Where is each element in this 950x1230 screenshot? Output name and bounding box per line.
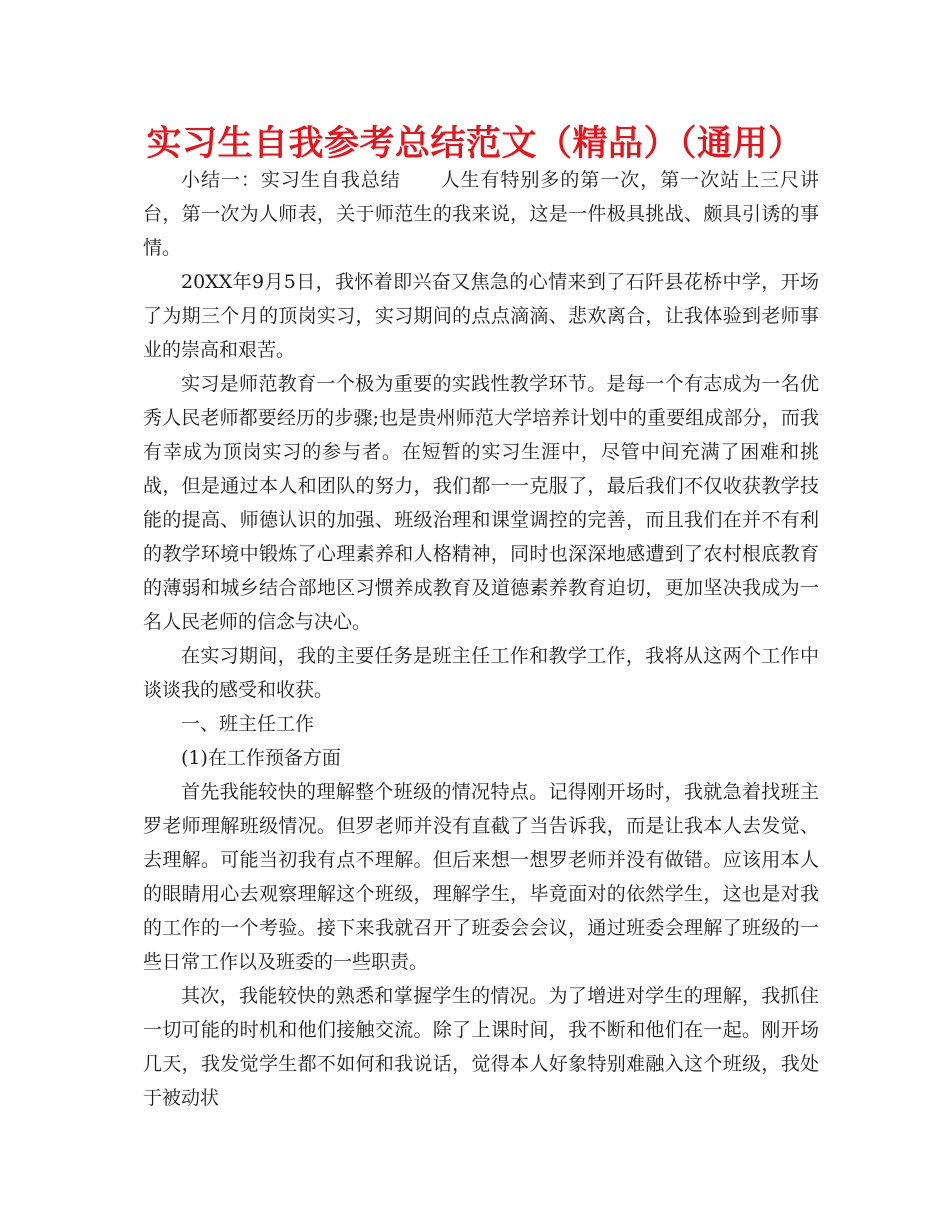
paragraph-1: 小结一：实习生自我总结 人生有特别多的第一次，第一次站上三尺讲台，第一次为人师表，关于师范生的我来说，这是一件极具挑战、颇具引诱的事情。 xyxy=(143,169,819,259)
paragraph-4: 在实习期间，我的主要任务是班主任工作和教学工作，我将从这两个工作中谈谈我的感受和收获。 xyxy=(143,645,819,701)
document-body xyxy=(143,163,819,1115)
paragraph-2: 20XX年9月5日，我怀着即兴奋又焦急的心情来到了石阡县花桥中学，开场了为期三个月的顶岗实习，实习期间的点点滴滴、悲欢离合，让我体验到老师事业的崇高和艰苦。 xyxy=(143,271,819,361)
document-title: 实习生自我参考总结范文（精品）（通用） xyxy=(146,124,804,164)
section-heading: 一、班主任工作 xyxy=(181,713,315,735)
paragraph-3: 实习是师范教育一个极为重要的实践性教学环节。是每一个有志成为一名优秀人民老师都要经历的步骤;也是贵州师范大学培养计划中的重要组成部分，而我有幸成为顶岗实习的参与者。在短暂的实习生涯中，尽管中间充满了困难和挑战，但是通过本人和团队的努力，我们都一一克服了，最后我们不仅收获教学技能的提高、师德认识的加强、班级治理和课堂调控的完善，而且我们在并不有利的教学环境中锻炼了心理素养和人格精神，同时也深深地感遭到了农村根底教育的薄弱和城乡结合部地区习惯养成教育及道德素养教育迫切，更加坚决我成为一名人民老师的信念与决心。 xyxy=(143,373,819,633)
paragraph-6: 其次，我能较快的熟悉和掌握学生的情况。为了增进对学生的理解，我抓住一切可能的时机和他们接触交流。除了上课时间，我不断和他们在一起。刚开场几天，我发觉学生都不如何和我说话，觉得本人好象特别难融入这个班级，我处于被动状 xyxy=(143,985,819,1109)
paragraph-5: 首先我能较快的理解整个班级的情况特点。记得刚开场时，我就急着找班主罗老师理解班级情况。但罗老师并没有直截了当告诉我，而是让我本人去发觉、去理解。可能当初我有点不理解。但后来想一想罗老师并没有做错。应该用本人的眼睛用心去观察理解这个班级，理解学生，毕竟面对的依然学生，这也是对我的工作的一个考验。接下来我就召开了班委会会议，通过班委会理解了班级的一些日常工作以及班委的一些职责。 xyxy=(143,781,819,973)
subsection-heading: (1)在工作预备方面 xyxy=(181,747,341,769)
